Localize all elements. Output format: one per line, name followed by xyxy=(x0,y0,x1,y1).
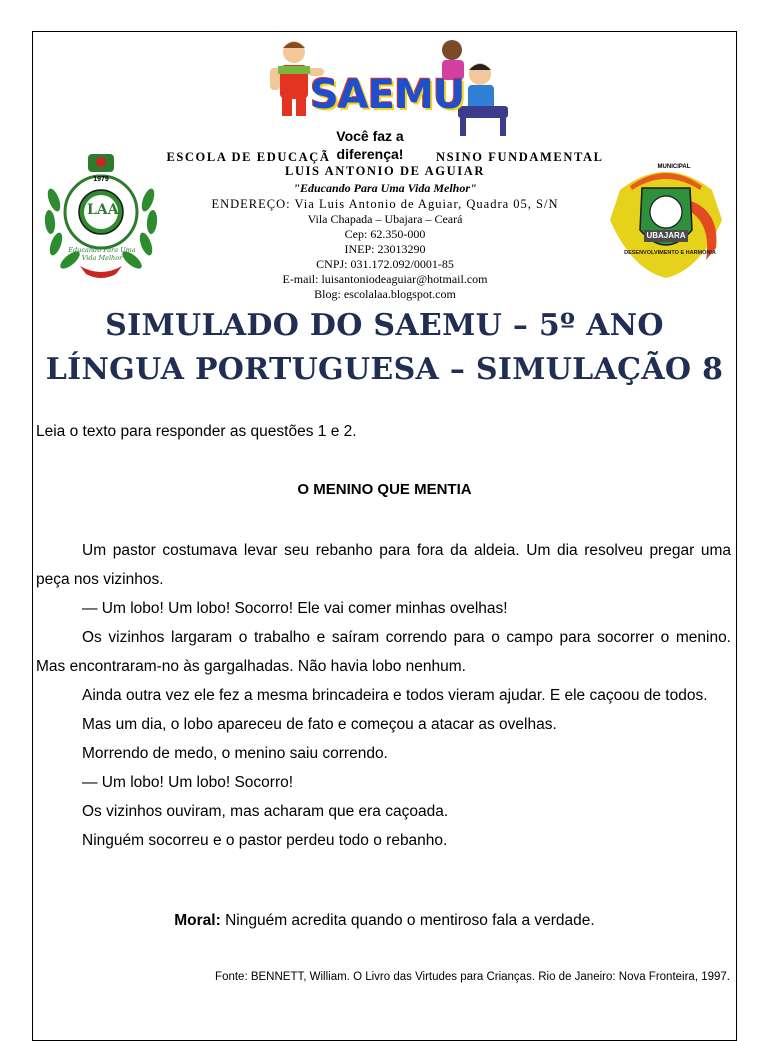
story-paragraph: Ainda outra vez ele fez a mesma brincadeira e todos vieram ajudar. E ele caçoou de todos. xyxy=(82,687,708,704)
school-name-part-a: ESCOLA DE EDUCAÇÃ xyxy=(166,150,331,164)
school-city: Vila Chapada – Ubajara – Ceará xyxy=(307,212,463,226)
story-paragraph: Morrendo de medo, o menino saiu correndo. xyxy=(82,745,388,762)
municipal-ribbon-text: DESENVOLVIMENTO E HARMONIA xyxy=(624,250,716,256)
municipal-name: UBAJARA xyxy=(646,231,686,240)
story-paragraph: — Um lobo! Um lobo! Socorro! Ele vai comer minhas ovelhas! xyxy=(82,600,508,617)
story-title: O MENINO QUE MENTIA xyxy=(297,481,472,498)
moral-label: Moral: xyxy=(174,912,221,929)
reading-instruction: Leia o texto para responder as questões 1 e 2. xyxy=(36,423,357,440)
school-name-part-b: NSINO FUNDAMENTAL xyxy=(435,150,604,164)
story-paragraph: Os vizinhos largaram o trabalho e saíram correndo para o campo para socorrer o menino. Mas encontraram-no às gargalhadas. Não havia lobo nenhum. xyxy=(36,629,731,675)
story-paragraph: Ninguém socorreu e o pastor perdeu todo o rebanho. xyxy=(82,832,448,849)
school-inep: INEP: 23013290 xyxy=(344,242,426,256)
story-body xyxy=(36,536,731,855)
municipal-shield-icon xyxy=(600,160,732,280)
story-paragraph: Os vizinhos ouviram, mas acharam que era caçoada. xyxy=(82,803,449,820)
story-moral xyxy=(32,912,737,930)
slogan-line-2: diferença! xyxy=(336,146,404,162)
municipal-label: MUNICIPAL xyxy=(657,164,691,170)
story-paragraph: — Um lobo! Um lobo! Socorro! xyxy=(82,774,294,791)
story-paragraph: Um pastor costumava levar seu rebanho para fora da aldeia. Um dia resolveu pregar uma peça nos vizinhos. xyxy=(36,542,731,588)
school-crest-logo xyxy=(40,150,162,280)
school-name-line-1 xyxy=(120,150,650,165)
story-source: Fonte: BENNETT, William. O Livro das Virtudes para Crianças. Rio de Janeiro: Nova Fronteira, 1997. xyxy=(215,971,730,983)
crest-ribbon-text: Educando Para Uma Vida Melhor xyxy=(68,246,136,262)
saemu-logo-text: SAEMU xyxy=(310,72,465,118)
school-name-line-2: LUIS ANTONIO DE AGUIAR xyxy=(285,164,485,178)
municipal-logo xyxy=(600,160,732,280)
crest-year: 1979 xyxy=(93,176,109,183)
school-cnpj: CNPJ: 031.172.092/0001-85 xyxy=(316,257,454,271)
school-email: E-mail: luisantoniodeaguiar@hotmail.com xyxy=(282,272,488,286)
school-address: ENDEREÇO: Via Luis Antonio de Aguiar, Quadra 05, S/N xyxy=(211,197,559,211)
slogan-line-1: Você faz a xyxy=(336,128,404,144)
school-blog: Blog: escolalaa.blogspot.com xyxy=(314,287,456,301)
exam-title-line-2: LÍNGUA PORTUGUESA – SIMULAÇÃO 8 xyxy=(45,352,724,387)
moral-text: Ninguém acredita quando o mentiroso fala a verdade. xyxy=(220,912,595,929)
exam-title-line-1: SIMULADO DO SAEMU – 5º ANO xyxy=(105,308,664,343)
story-paragraph: Mas um dia, o lobo apareceu de fato e começou a atacar as ovelhas. xyxy=(82,716,557,733)
school-motto: "Educando Para Uma Vida Melhor" xyxy=(293,181,477,195)
crest-initials: LAA xyxy=(87,202,119,218)
school-cep: Cep: 62.350-000 xyxy=(344,227,426,241)
